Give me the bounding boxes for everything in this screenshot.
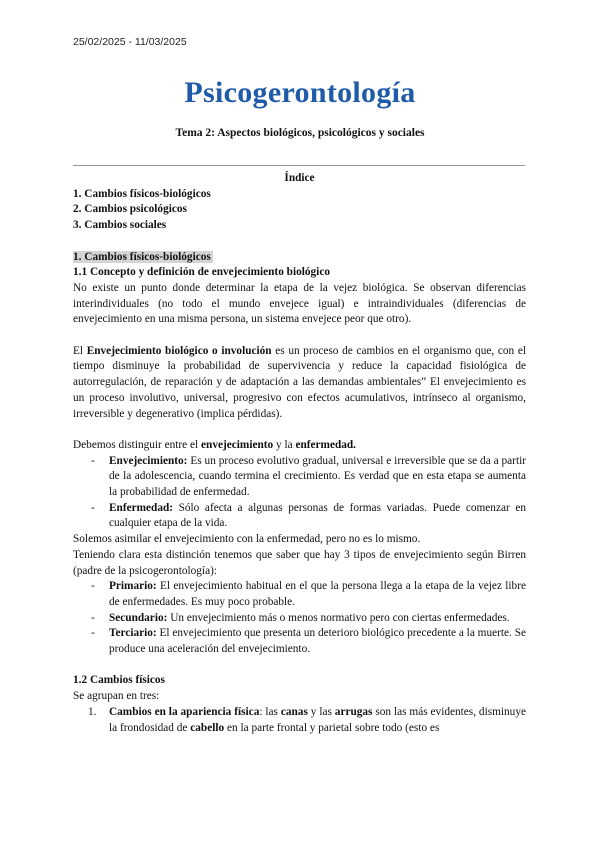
- dash-bullet: -: [91, 627, 95, 640]
- list-item: - Enfermedad: Sólo afecta a algunas personas de formas variadas. Puede comenzar en cualquier etapa de la vida.: [91, 501, 526, 530]
- index-list: [73, 187, 526, 234]
- list-item: - Terciario: El envejecimiento que presenta un deterioro biológico precedente a la muerte. Se produce una aceleración del envejecimiento.: [91, 627, 526, 656]
- document-title: Psicogerontología: [184, 76, 416, 109]
- paragraph: Solemos asimilar el envejecimiento con la enfermedad, pero no es lo mismo.: [73, 533, 421, 546]
- list-number: 1.: [88, 705, 97, 718]
- list-item: - Envejecimiento: Es un proceso evolutivo gradual, universal e irreversible que se da a partir de la adolescencia, cuando termina el crecimiento. Es verdad que en esta etapa se aumenta la probabilidad de enfermedad.: [91, 454, 526, 499]
- bold-term: Envejecimiento biológico o involución: [86, 344, 272, 357]
- date-range: 25/02/2025 - 11/03/2025: [73, 36, 187, 48]
- section-1-2-heading: 1.2 Cambios físicos: [73, 674, 165, 687]
- index-item[interactable]: 2. Cambios psicológicos: [73, 203, 187, 216]
- section-1-heading: 1. Cambios físicos-biológicos: [73, 250, 211, 263]
- title-divider: [73, 165, 525, 166]
- dash-bullet: -: [91, 501, 95, 514]
- document-subtitle: Tema 2: Aspectos biológicos, psicológicos y sociales: [175, 127, 425, 139]
- paragraph: Debemos distinguir entre el envejecimiento y la enfermedad.: [73, 438, 357, 451]
- types-list: [73, 579, 526, 658]
- changes-list: [73, 705, 526, 736]
- list-item: 1. Cambios en la apariencia física: las canas y las arrugas son las más evidentes, disminuye la frondosidad de cabello en la parte frontal y parietal sobre todo (esto es: [88, 705, 526, 734]
- dash-bullet: -: [91, 580, 95, 593]
- paragraph: No existe un punto donde determinar la etapa de la vejez biológica. Se observan diferencias interindividuales (no todo el mundo envejece igual) e intraindividuales (diferencias de envejecimiento en una misma persona, un sistema envejece peor que otro).: [73, 281, 526, 326]
- dash-bullet: -: [91, 454, 95, 467]
- index-item[interactable]: 3. Cambios sociales: [73, 219, 167, 232]
- index-heading: Índice: [284, 172, 315, 184]
- paragraph: Se agrupan en tres:: [73, 690, 160, 703]
- list-item: - Secundario: Un envejecimiento más o menos normativo pero con ciertas enfermedades.: [73, 611, 526, 627]
- dash-bullet: -: [91, 611, 95, 624]
- section-1-1-heading: 1.1 Concepto y definición de envejecimiento biológico: [73, 266, 330, 279]
- list-item: - Primario: El envejecimiento habitual en el que la persona llega a la etapa de la vejez libre de enfermedades. Es muy poco probable.: [91, 580, 526, 608]
- paragraph: Teniendo clara esta distinción tenemos que saber que hay 3 tipos de envejecimiento según Birren (padre de la psicogerontología):: [73, 548, 526, 577]
- document-body: [73, 171, 526, 736]
- paragraph: El Envejecimiento biológico o involución es un proceso de cambios en el organismo que, con el tiempo disminuye la probabilidad de supervivencia y reduce la capacidad fisiológica de autorregulación, de reparación y de adaptación a las demandas ambientales” El envejecimiento es un proceso involutivo, universal, progresivo con efectos acumulativos, intrínseco al organismo, irreversible y degenerativo (implica pérdidas).: [73, 344, 526, 420]
- definition-list: [73, 454, 526, 533]
- index-item[interactable]: 1. Cambios físicos-biológicos: [73, 187, 211, 200]
